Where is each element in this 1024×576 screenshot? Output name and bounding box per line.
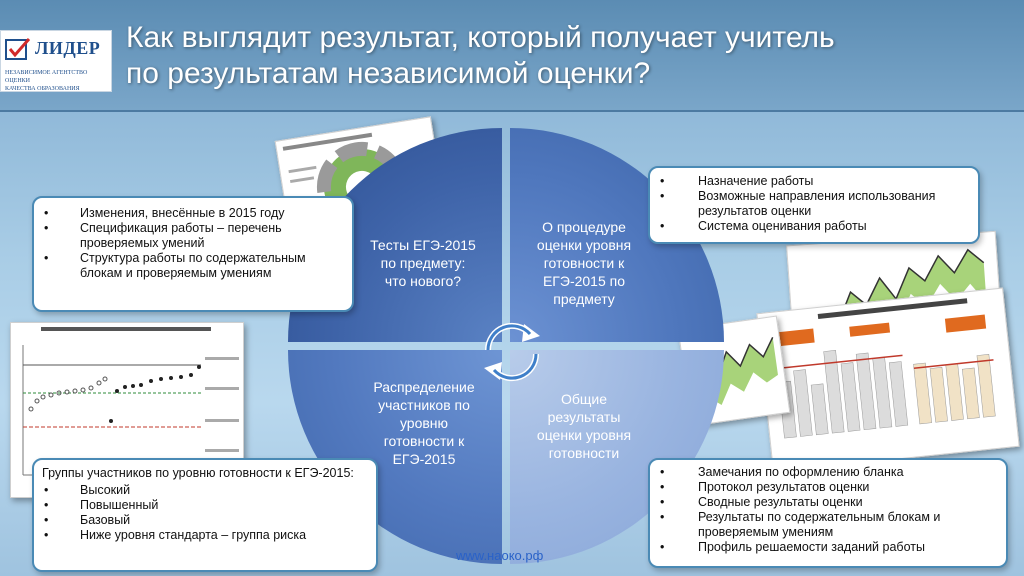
logo-subtitle-line-2: КАЧЕСТВА ОБРАЗОВАНИЯ [5, 86, 80, 92]
bar-chart-thumbnail [756, 287, 1019, 472]
quadrant-text-line: результаты [547, 409, 621, 425]
slide-title-line-1: Как выглядит результат, который получает учитель [126, 21, 835, 54]
list-item: • Ниже уровня стандарта – группа риска [34, 528, 368, 543]
quadrant-general-results-text [514, 390, 654, 462]
list-item: • Результаты по содержательным блокам и проверяемым умениям [650, 510, 998, 540]
groups-lead: Группы участников по уровню готовности к ЕГЭ-2015: [42, 466, 354, 480]
list-item: • Сводные результаты оценки [650, 495, 998, 510]
groups-list [34, 483, 368, 543]
list-item: • Спецификация работы – перечень проверяемых умений [34, 221, 344, 251]
list-item: • Базовый [34, 513, 368, 528]
quadrant-text-line: предмету [553, 291, 615, 307]
list-item: • Профиль решаемости заданий работы [650, 540, 998, 555]
changes-list [34, 206, 344, 281]
logo-name: ЛИДЕР [35, 38, 101, 58]
results-list [650, 465, 998, 555]
results-callout [648, 458, 1008, 568]
quadrant-procedure-text [514, 218, 654, 308]
quadrant-text-line: Общие [560, 391, 608, 407]
quadrant-text-line: уровню [399, 415, 449, 431]
logo-subtitle-line-1: НЕЗАВИСИМОЕ АГЕНТСТВО ОЦЕНКИ [5, 70, 88, 84]
logo [0, 30, 112, 92]
list-item: • Протокол результатов оценки [650, 480, 998, 495]
list-item: • Структура работы по содержательным блокам и проверяемым умениям [34, 251, 344, 281]
quadrant-text-line: ЕГЭ-2015 [392, 451, 456, 467]
list-item: • Замечания по оформлению бланка [650, 465, 998, 480]
quadrant-distribution-text [354, 378, 494, 468]
logo-subtitle [5, 69, 111, 93]
list-item: • Высокий [34, 483, 368, 498]
quadrant-text-line: готовности к [543, 255, 625, 271]
quadrant-text-line: по предмету: [380, 255, 466, 271]
list-item: • Изменения, внесённые в 2015 году [34, 206, 344, 221]
procedure-list [650, 174, 970, 234]
checkmark-logo-icon [5, 37, 31, 61]
quadrant-tests-2015-text [348, 236, 498, 290]
list-item: • Повышенный [34, 498, 368, 513]
website-link[interactable]: www.наоко.рф [456, 548, 544, 563]
list-item: • Система оценивания работы [650, 219, 970, 234]
quadrant-text-line: оценки уровня [536, 237, 632, 253]
quadrant-text-line: Распределение [373, 379, 475, 395]
cycle-arrows-icon [474, 314, 550, 390]
quadrant-text-line: участников по [378, 397, 470, 413]
groups-callout [32, 458, 378, 572]
quadrant-text-line: оценки уровня [536, 427, 632, 443]
quadrant-text-line: что нового? [384, 273, 462, 289]
bar-chart-image [757, 289, 1018, 472]
quadrant-text-line: готовности [548, 445, 620, 461]
quadrant-text-line: Тесты ЕГЭ-2015 [370, 237, 476, 253]
procedure-callout [648, 166, 980, 244]
quadrant-text-line: ЕГЭ-2015 по [542, 273, 626, 289]
list-item: • Возможные направления использования результатов оценки [650, 189, 970, 219]
quadrant-text-line: О процедуре [542, 219, 626, 235]
changes-callout [32, 196, 354, 312]
quadrant-text-line: готовности к [383, 433, 465, 449]
list-item: • Назначение работы [650, 174, 970, 189]
slide-title [126, 20, 1006, 92]
slide-title-line-2: по результатам независимой оценки? [126, 57, 651, 90]
